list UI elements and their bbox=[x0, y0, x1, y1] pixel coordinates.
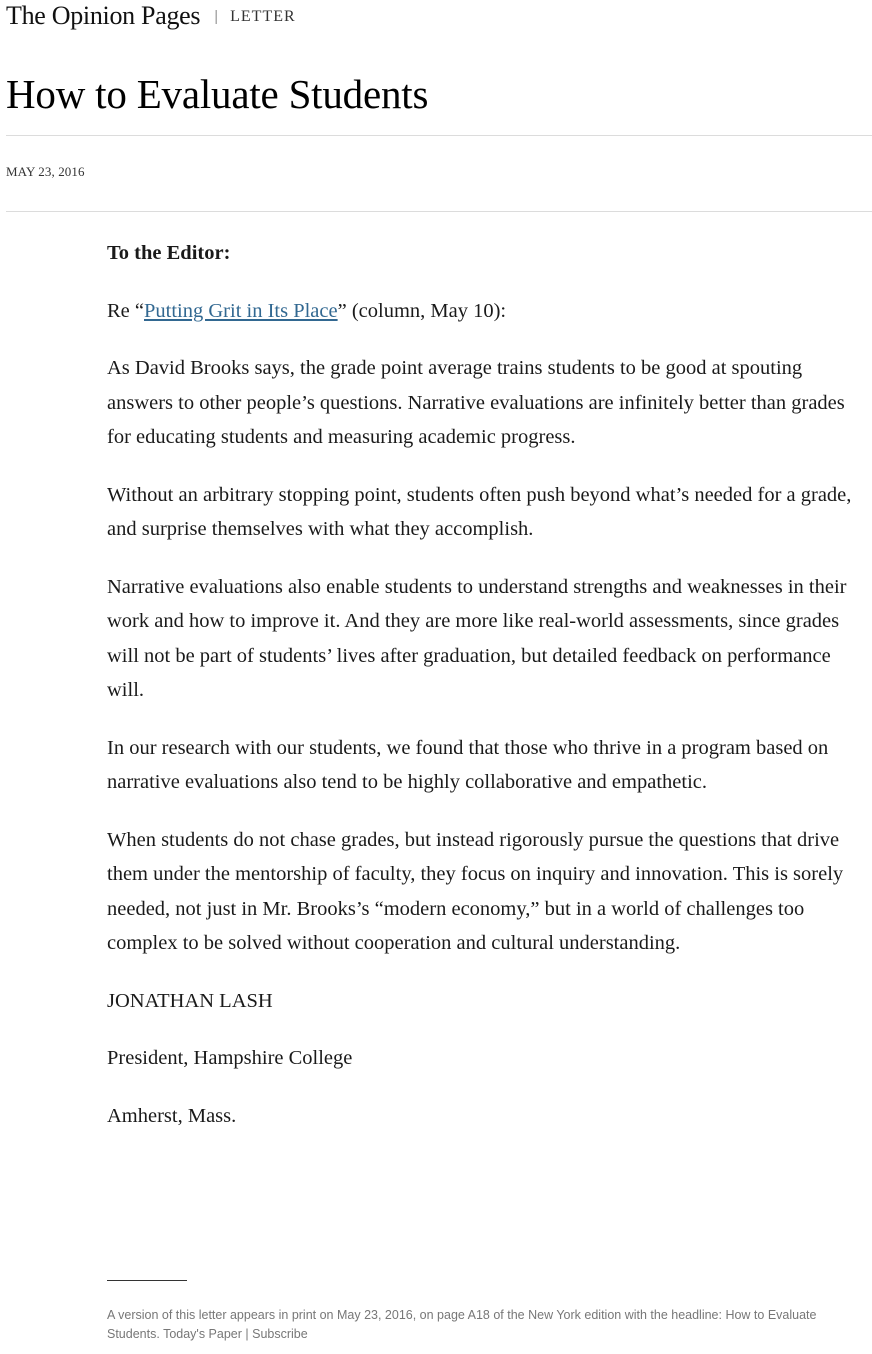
letter-body bbox=[107, 236, 869, 1156]
signature-title: President, Hampshire College bbox=[107, 1047, 353, 1069]
signature-location: Amherst, Mass. bbox=[107, 1104, 237, 1127]
print-edition-note bbox=[107, 1306, 869, 1344]
body-paragraph: When students do not chase grades, but instead rigorously pursue the questions that drive them under the mentorship of faculty, they focus on inquiry and innovation. This is sorely needed, not just in Mr. Brooks’s “modern economy,” but in a world of challenges too complex to be solved without cooperation and cultural understanding. bbox=[107, 828, 844, 954]
reference-prefix: Re “ bbox=[107, 299, 144, 322]
reference-line bbox=[107, 294, 869, 329]
signature-name: JONATHAN LASH bbox=[107, 989, 273, 1012]
headline: How to Evaluate Students bbox=[6, 71, 429, 117]
body-paragraph: As David Brooks says, the grade point average trains students to be good at spouting answers to other people’s questions. Narrative evaluations are infinitely better than grades for educating students and measuring academic progress. bbox=[107, 357, 845, 448]
body-paragraph: In our research with our students, we found that those who thrive in a program based on narrative evaluations also tend to be highly collaborative and empathetic. bbox=[107, 736, 829, 793]
footnote-divider bbox=[107, 1280, 187, 1281]
masthead-separator: | bbox=[214, 7, 219, 25]
dateline: MAY 23, 2016 bbox=[6, 164, 85, 179]
print-note-text: A version of this letter appears in print on May 23, 2016, on page A18 of the New York edition with the headline: How to Evaluate Students. bbox=[107, 1308, 817, 1341]
body-paragraph: Narrative evaluations also enable students to understand strengths and weaknesses in their work and how to improve it. And they are more like real-world assessments, since grades will not be part of students’ lives after graduation, but detailed feedback on performance will. bbox=[107, 575, 847, 701]
referenced-column-link[interactable]: Putting Grit in Its Place bbox=[144, 299, 338, 322]
article-type-label: LETTER bbox=[230, 8, 296, 25]
section-name-link[interactable]: The Opinion Pages bbox=[6, 1, 201, 30]
masthead bbox=[6, 0, 296, 32]
footer-separator: | bbox=[245, 1327, 249, 1341]
salutation: To the Editor: bbox=[107, 242, 231, 264]
dateline-divider bbox=[6, 211, 872, 212]
reference-suffix: ” (column, May 10): bbox=[337, 299, 507, 322]
todays-paper-link[interactable]: Today's Paper bbox=[163, 1327, 242, 1341]
subscribe-link[interactable]: Subscribe bbox=[252, 1327, 308, 1341]
body-paragraph: Without an arbitrary stopping point, students often push beyond what’s needed for a grade, and surprise themselves with what they accomplish. bbox=[107, 483, 852, 540]
headline-divider bbox=[6, 135, 872, 136]
